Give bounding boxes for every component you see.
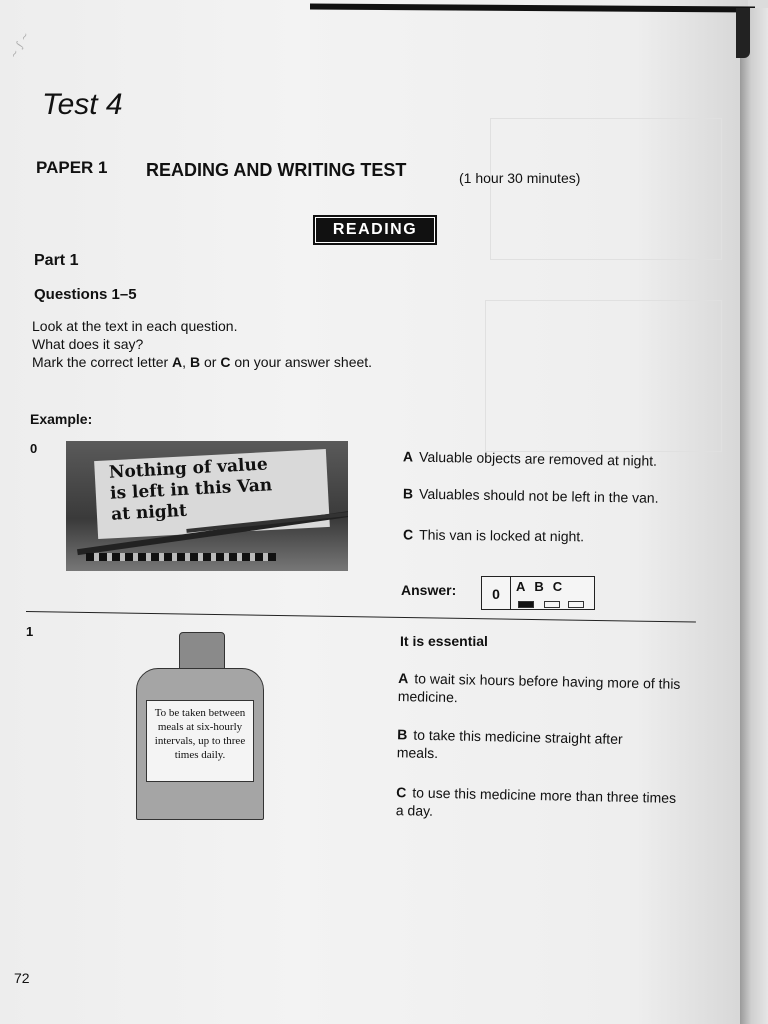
option-letter: C bbox=[402, 526, 414, 543]
example-option-b bbox=[403, 484, 703, 507]
question-option-b bbox=[397, 725, 658, 766]
instruction-line: What does it say? bbox=[32, 336, 144, 352]
questions-range: Questions 1–5 bbox=[34, 286, 137, 303]
sign-text: Nothing of value is left in this Van at night bbox=[108, 454, 273, 525]
option-text: Valuable objects are removed at night. bbox=[419, 448, 658, 469]
option-letter: B bbox=[397, 726, 408, 743]
option-text: to take this medicine straight after meals. bbox=[396, 726, 623, 762]
option-letter: B bbox=[402, 485, 414, 502]
paper-number: PAPER 1 bbox=[36, 158, 108, 177]
answer-letters: ABC bbox=[516, 579, 572, 594]
option-letter: A bbox=[402, 448, 414, 465]
bottle-cap bbox=[179, 632, 225, 672]
question-option-c bbox=[396, 783, 677, 825]
test-title: Test 4 bbox=[42, 88, 123, 121]
example-option-a bbox=[403, 447, 703, 470]
question-number: 1 bbox=[26, 624, 34, 639]
option-text: Valuables should not be left in the van. bbox=[419, 485, 659, 506]
book-spine bbox=[740, 8, 768, 1024]
paper-title: READING AND WRITING TEST bbox=[146, 160, 407, 180]
section-divider bbox=[26, 611, 696, 623]
section-badge: READING bbox=[313, 215, 437, 245]
option-text: to use this medicine more than three times a day. bbox=[395, 784, 677, 819]
option-letter: C bbox=[396, 784, 407, 801]
bleed-through-box bbox=[490, 118, 722, 260]
answer-mark-empty bbox=[544, 601, 560, 608]
van-sign-photo bbox=[66, 441, 348, 571]
example-option-c bbox=[403, 525, 703, 546]
answer-number: 0 bbox=[482, 577, 511, 609]
answer-mark-empty bbox=[568, 601, 584, 608]
book-spine-shadow bbox=[736, 8, 750, 58]
question-option-a bbox=[398, 669, 689, 711]
handwritten-scribble: ~ ∫ ~ bbox=[8, 30, 33, 61]
answer-mark-filled bbox=[518, 601, 534, 608]
option-text: to wait six hours before having more of this medicine. bbox=[397, 670, 681, 706]
duration: (1 hour 30 minutes) bbox=[459, 170, 581, 186]
option-letter: A bbox=[398, 669, 409, 687]
example-label: Example: bbox=[30, 411, 93, 427]
question-stem: It is essential bbox=[400, 633, 488, 649]
bottle-label-text: To be taken between meals at six-hourly intervals, up to three times daily. bbox=[146, 700, 254, 782]
page-top-edge bbox=[310, 3, 755, 12]
bleed-through-box bbox=[485, 300, 722, 452]
instruction-line: Mark the correct letter A, B or C on your answer sheet. bbox=[32, 354, 373, 370]
instruction-line: Look at the text in each question. bbox=[32, 318, 238, 334]
option-text: This van is locked at night. bbox=[419, 526, 585, 545]
part-title: Part 1 bbox=[34, 252, 79, 269]
answer-label: Answer: bbox=[401, 582, 457, 598]
page-number: 72 bbox=[14, 970, 30, 986]
answer-grid bbox=[481, 576, 595, 610]
door-seal-strip bbox=[86, 553, 276, 561]
example-number: 0 bbox=[30, 441, 38, 456]
